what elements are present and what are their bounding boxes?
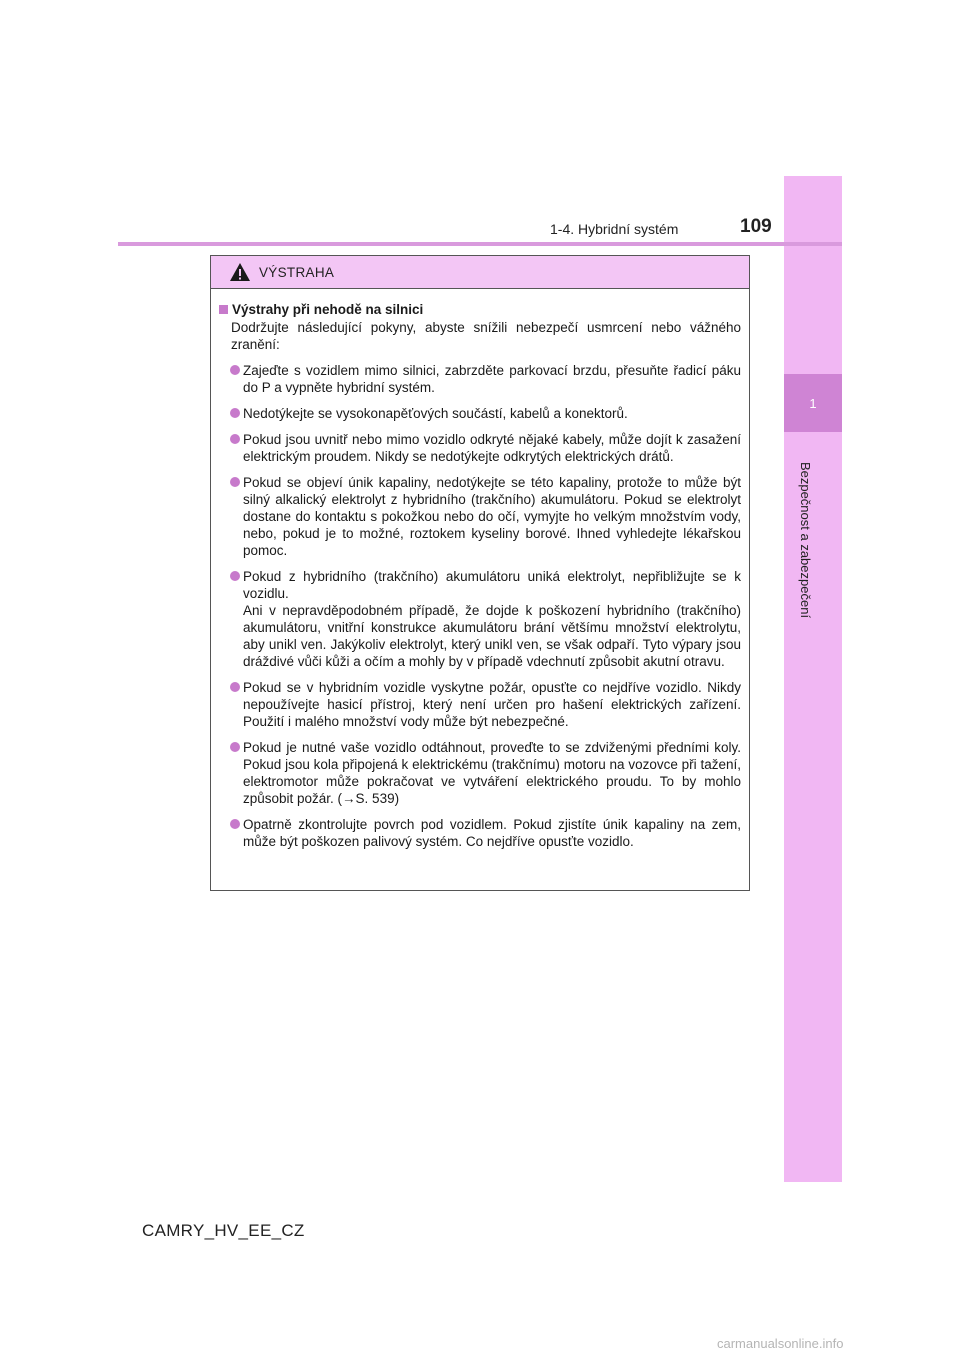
warning-intro: Dodržujte následující pokyny, abyste snížili nebezpečí usmrcení nebo vážného zranění: — [231, 320, 741, 352]
warning-box — [210, 255, 750, 891]
warning-item-text: Zajeďte s vozidlem mimo silnici, zabrzděte parkovací brzdu, přesuňte řadicí páku do P a vypněte hybridní systém. — [243, 363, 741, 395]
square-bullet-icon — [219, 305, 228, 314]
chapter-label: Bezpečnost a zabezpečení — [798, 461, 813, 619]
chapter-side-tab — [784, 176, 842, 1182]
warning-subheading — [219, 301, 741, 318]
warning-item-text: Pokud jsou uvnitř nebo mimo vozidlo odkryté nějaké kabely, může dojít k zasažení elektrickým proudem. Nikdy se nedotýkejte odkrytých elektrických drátů. — [243, 432, 741, 464]
warning-item-text: Pokud je nutné vaše vozidlo odtáhnout, proveďte to se zdviženými předními koly. Pokud jsou kola připojená k elektrickému (trakčnímu) motoru na vozovce při tažení, elektromotor může pokračovat ve vytváření elektrického proudu. To by mohlo způsobit požár. (→S. 539) — [243, 740, 741, 806]
warning-list — [219, 362, 741, 850]
chapter-number-tab: 1 — [784, 374, 842, 432]
warning-triangle-icon — [229, 262, 251, 282]
round-bullet-icon — [230, 434, 240, 444]
header-rule — [118, 242, 842, 246]
warning-item — [219, 568, 741, 670]
warning-header — [211, 256, 749, 289]
watermark: carmanualsonline.info — [717, 1336, 844, 1351]
warning-item-text: Pokud z hybridního (trakčního) akumulátoru uniká elektrolyt, nepřibližujte se k vozidlu. Ani v nepravděpodobném případě, že dojde k poškození hybridního (trakčního) akumulátoru, vnitřní konstrukce akumulátoru brání většímu množství elektrolytu, aby unikl ven. Jakýkoliv elektrolyt, který unikl ven, se však odpaří. Tyto výpary jsou dráždivé vůči kůži a očím a mohly by v případě vdechnutí způsobit akutní otravu. — [243, 569, 741, 669]
round-bullet-icon — [230, 571, 240, 581]
warning-item-text: Pokud se objeví únik kapaliny, nedotýkejte se této kapaliny, protože to může být silný alkalický elektrolyt z hybridního (trakčního) akumulátoru. Pokud se elektrolyt dostane do kontaktu s pokožkou nebo do očí, vymyjte ho velkým množstvím vody, nebo, pokud je to možné, roztokem kyseliny borové. Ihned vyhledejte lékařskou pomoc. — [243, 475, 741, 558]
section-title: 1-4. Hybridní systém — [550, 221, 679, 237]
warning-item — [219, 474, 741, 559]
page-number: 109 — [740, 216, 772, 237]
warning-item — [219, 816, 741, 850]
warning-item — [219, 679, 741, 730]
round-bullet-icon — [230, 408, 240, 418]
round-bullet-icon — [230, 365, 240, 375]
warning-item — [219, 739, 741, 807]
warning-item — [219, 362, 741, 396]
warning-item-text: Opatrně zkontrolujte povrch pod vozidlem. Pokud zjistíte únik kapaliny na zem, může být poškozen palivový systém. Co nejdříve opusťte vozidlo. — [243, 817, 741, 849]
warning-body — [211, 289, 749, 850]
warning-subheading-text: Výstrahy při nehodě na silnici — [232, 302, 424, 317]
warning-item — [219, 405, 741, 422]
warning-item-text: Nedotýkejte se vysokonapěťových součástí, kabelů a konektorů. — [243, 406, 628, 421]
round-bullet-icon — [230, 682, 240, 692]
warning-item-text: Pokud se v hybridním vozidle vyskytne požár, opusťte co nejdříve vozidlo. Nikdy nepoužívejte hasicí přístroj, který není určen pro hašení elektrických zařízení. Použití i malého množství vody může být nebezpečné. — [243, 680, 741, 729]
round-bullet-icon — [230, 477, 240, 487]
warning-title: VÝSTRAHA — [259, 264, 335, 280]
round-bullet-icon — [230, 742, 240, 752]
warning-item — [219, 431, 741, 465]
document-code: CAMRY_HV_EE_CZ — [142, 1221, 305, 1240]
round-bullet-icon — [230, 819, 240, 829]
